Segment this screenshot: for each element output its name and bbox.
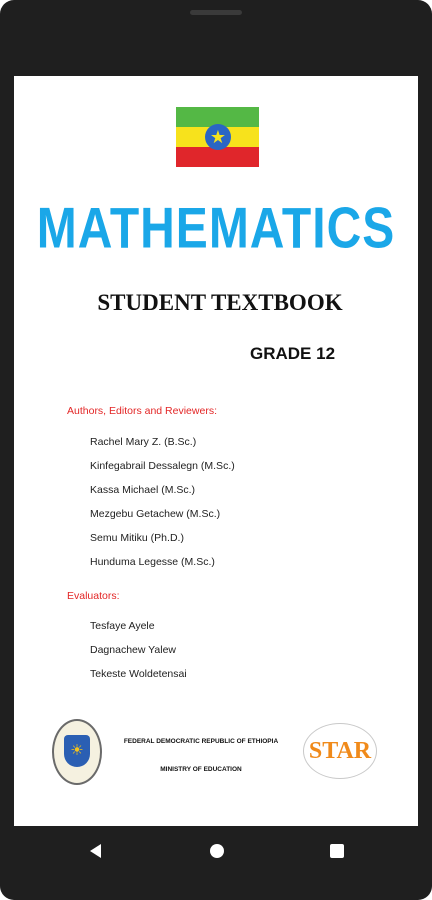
evaluators-heading: Evaluators: — [67, 590, 120, 602]
star-logo — [303, 723, 377, 779]
book-title: MATHEMATICS — [36, 197, 396, 261]
author-name: Mezgebu Getachew (M.Sc.) — [90, 508, 221, 520]
author-name: Kassa Michael (M.Sc.) — [90, 484, 196, 496]
evaluators-list — [90, 619, 187, 691]
home-circle-icon[interactable] — [206, 840, 228, 862]
grade-label: GRADE 12 — [250, 344, 336, 363]
author-name: Rachel Mary Z. (B.Sc.) — [90, 436, 197, 448]
recents-square-icon[interactable] — [326, 840, 348, 862]
ministry-seal-icon — [52, 719, 102, 785]
author-name: Hunduma Legesse (M.Sc.) — [90, 556, 215, 568]
evaluator-name: Tesfaye Ayele — [90, 620, 155, 632]
ethiopian-flag — [176, 107, 259, 167]
book-subtitle: STUDENT TEXTBOOK — [97, 290, 343, 315]
seal-shield: ☀ — [64, 735, 90, 767]
speaker-grille — [190, 10, 242, 15]
evaluator-name: Dagnachew Yalew — [90, 644, 176, 656]
flag-red-band — [176, 147, 259, 167]
back-triangle-icon[interactable] — [85, 840, 107, 862]
navigation-bar — [0, 826, 432, 876]
star-emblem-icon: ★ — [205, 124, 231, 150]
author-name: Kinfegabrail Dessalegn (M.Sc.) — [90, 460, 235, 472]
star-logo-text: STAR — [308, 738, 372, 764]
authors-list — [90, 435, 235, 579]
author-name: Semu Mitiku (Ph.D.) — [90, 532, 184, 544]
ministry-label: MINISTRY OF EDUCATION — [160, 766, 242, 773]
federal-label: FEDERAL DEMOCRATIC REPUBLIC OF ETHIOPIA — [123, 738, 279, 745]
book-cover[interactable] — [14, 76, 418, 826]
authors-heading: Authors, Editors and Reviewers: — [67, 405, 217, 417]
evaluator-name: Tekeste Woldetensai — [90, 668, 187, 680]
